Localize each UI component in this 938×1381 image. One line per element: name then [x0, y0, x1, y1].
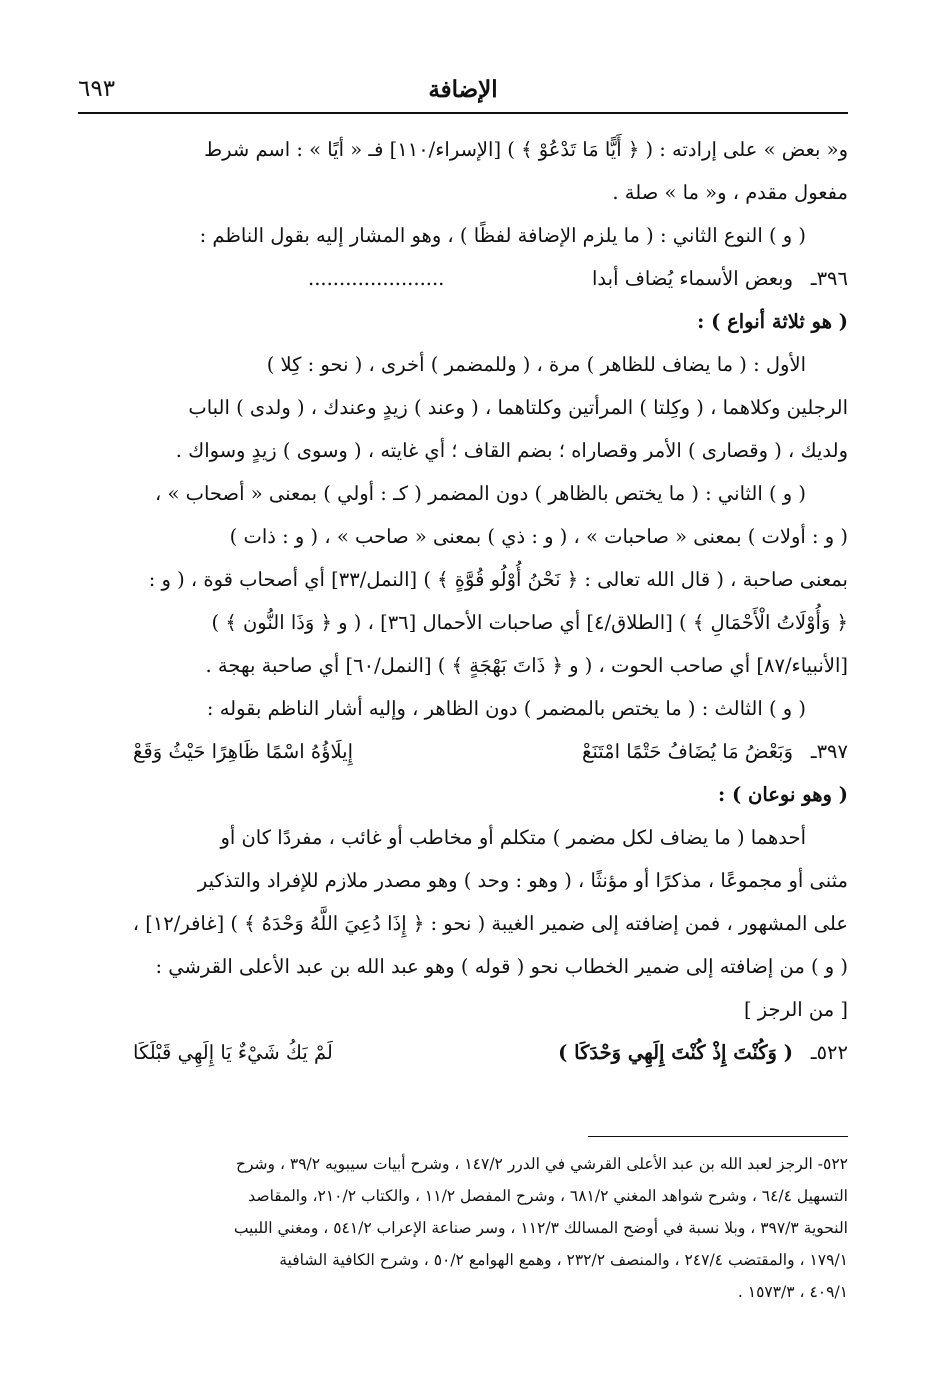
- verse-first-hemistich: وَبَعْضُ مَا يُضَافُ حَتْمًا امْتَنَعْ: [582, 740, 793, 763]
- text-line: ولديك ، ( وقصارى ) الأمر وقصاراه ؛ بضم القاف ؛ أي غايته ، ( وسوى ) زيدٍ وسواك .: [175, 439, 848, 462]
- text-line: ( و : أولات ) بمعنى « صاحبات » ، ( و : ذي ) بمعنى « صاحب » ، ( و : ذات ): [229, 525, 848, 548]
- text-line: مفعول مقدم ، و« ما » صلة .: [612, 181, 848, 204]
- footnote-line: ٤٠٩/١ ، ١٥٧٣/٣ .: [737, 1283, 848, 1301]
- footnote-line: النحوية ٣٩٧/٣ ، وبلا نسبة في أوضح المسالك ١١٢/٣ ، وسر صناعة الإعراب ٥٤١/٢ ، ومغني اللبيب: [233, 1219, 848, 1237]
- verse-second-hemistich: ......................: [308, 267, 445, 290]
- text-line: ( و ) النوع الثاني : ( ما يلزم الإضافة لفظًا ) ، وهو المشار إليه بقول الناظم :: [199, 224, 806, 247]
- text-line: الرجلين وكلاهما ، ( وكِلتا ) المرأتين وكلتاهما ، ( وعند ) زيدٍ وعندك ، ( ولدى ) الباب: [188, 396, 848, 419]
- verse-first-hemistich: وبعض الأسماء يُضاف أبدا: [592, 267, 793, 290]
- verse-396: [78, 257, 848, 300]
- section-heading: ( هو ثلاثة أنواع ) :: [697, 310, 848, 333]
- verse-number: ٣٩٦ـ: [810, 267, 848, 290]
- page-title: الإضافة: [428, 76, 498, 103]
- page-number: ٦٩٣: [78, 76, 116, 102]
- text-line: [الأنبياء/٨٧] أي صاحب الحوت ، ( و ﴿ ذَاتَ بَهْجَةٍ ﴾ ) [النمل/٦٠] أي صاحبة بهجة .: [205, 654, 848, 677]
- footnote-line: التسهيل ٦٤/٤ ، وشرح شواهد المغني ٦٨١/٢ ، وشرح المفصل ١١/٢ ، والكتاب ٢١٠/٢، والمقاصد: [248, 1187, 848, 1205]
- text-line: الأول : ( ما يضاف للظاهر ) مرة ، ( وللمضمر ) أخرى ، ( نحو : كِلا ): [266, 353, 806, 376]
- verse-number: ٣٩٧ـ: [810, 740, 848, 763]
- text-line: و« بعض » على إرادته : ( ﴿ أَيًّا مَا تَدْعُوْ ﴾ ) [الإسراء/١١٠] فـ « أيًا » : اسم شرط: [204, 138, 848, 161]
- main-text: [78, 128, 848, 1074]
- verse-second-hemistich: لَمْ يَكُ شَيْءٌ يَا إِلَهِي قَبْلَكَا: [133, 1041, 333, 1064]
- page-header: [78, 72, 848, 110]
- meter-label: [ من الرجز ]: [743, 998, 848, 1021]
- verse-397: [78, 730, 848, 773]
- text-line: مثنى أو مجموعًا ، مذكرًا أو مؤنثًا ، ( وهو : وحد ) وهو مصدر ملازم للإفراد والتذكير: [197, 869, 848, 892]
- footnote-line: ١٧٩/١ ، والمقتضب ٢٤٧/٤ ، والمنصف ٢٣٢/٢ ، وهمع الهوامع ٥٠/٢ ، وشرح الكافية الشافية: [279, 1251, 848, 1269]
- verse-number: ٥٢٢ـ: [810, 1041, 848, 1064]
- text-line: ( و ) الثالث : ( ما يختص بالمضمر ) دون الظاهر ، وإليه أشار الناظم بقوله :: [206, 697, 806, 720]
- text-line: على المشهور ، فمن إضافته إلى ضمير الغيبة ( نحو : ﴿ إِذَا دُعِيَ اللَّهُ وَحْدَهُ ﴾ ) [غافر/١٢] ،: [132, 912, 848, 935]
- section-heading: ( وهو نوعان ) :: [718, 783, 848, 806]
- verse-first-hemistich: ( وَكُنْتَ إِذْ كُنْتَ إِلَهِي وَحْدَكَا ): [558, 1041, 793, 1064]
- footnote-line: ٥٢٢- الرجز لعبد الله بن عبد الأعلى القرشي في الدرر ١٤٧/٢ ، وشرح أبيات سيبويه ٣٩/٢ ، وشرح: [236, 1155, 848, 1173]
- header-divider: [78, 112, 848, 114]
- text-line: ﴿ وَأُوْلَاتُ الْأَحْمَالِ ﴾ ) [الطلاق/٤] أي صاحبات الأحمال [٣٦] ، ( و ﴿ وَذَا النُّون ﴾ ): [211, 611, 848, 634]
- text-line: ( و ) من إضافته إلى ضمير الخطاب نحو ( قوله ) وهو عبد الله بن عبد الأعلى القرشي :: [155, 955, 848, 978]
- text-line: بمعنى صاحبة ، ( قال الله تعالى : ﴿ نَحْنُ أُوْلُو قُوَّةٍ ﴾ ) [النمل/٣٣] أي أصحاب قوة ، ( و :: [148, 568, 848, 591]
- footnote-divider: [588, 1136, 848, 1137]
- text-line: أحدهما ( ما يضاف لكل مضمر ) متكلم أو مخاطب أو غائب ، مفردًا كان أو: [220, 826, 806, 849]
- verse-second-hemistich: إِيلَاؤُهُ اسْمًا ظَاهِرًا حَيْثُ وَقَعْ: [133, 740, 354, 763]
- footnotes: [78, 1148, 848, 1308]
- verse-522: [78, 1031, 848, 1074]
- text-line: ( و ) الثاني : ( ما يختص بالظاهر ) دون المضمر ( كـ : أولي ) بمعنى « أصحاب » ،: [155, 482, 806, 505]
